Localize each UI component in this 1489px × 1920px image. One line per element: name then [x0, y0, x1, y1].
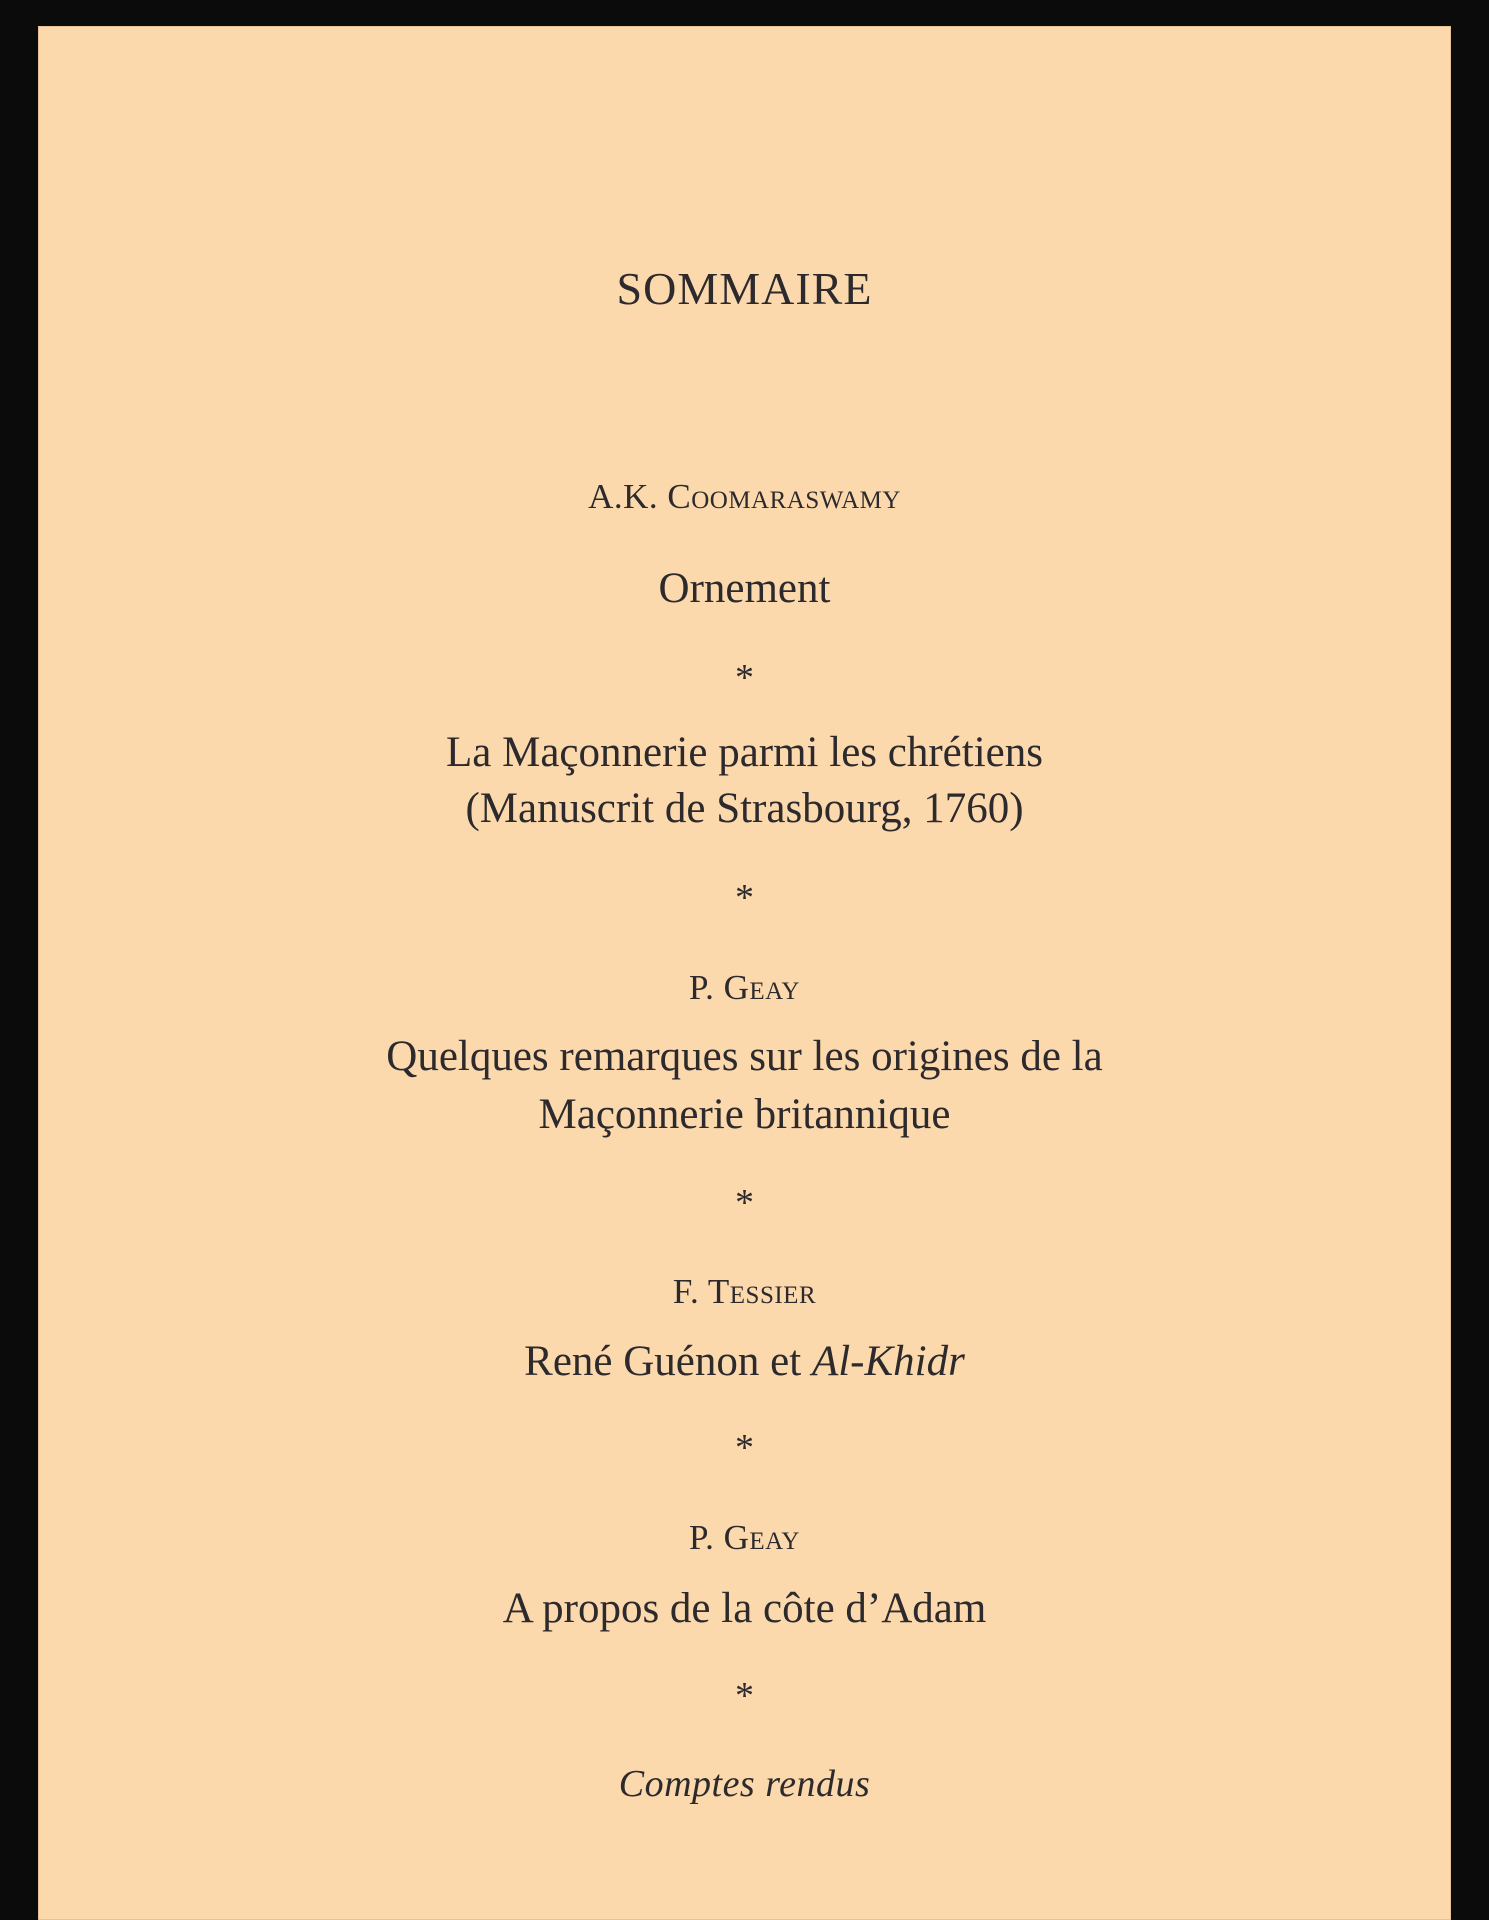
article-title-line-1: Quelques remarques sur les origines de la	[386, 1033, 1103, 1080]
page-title: SOMMAIRE	[616, 263, 873, 314]
author-name: A.K. Coomaraswamy	[588, 477, 901, 516]
author-name: P. Geay	[689, 968, 800, 1007]
reviews-heading: Comptes rendus	[618, 1763, 871, 1805]
article-title-line-2: Maçonnerie britannique	[538, 1091, 951, 1138]
article-title-line-2: (Manuscrit de Strasbourg, 1760)	[465, 785, 1024, 832]
article-title: A propos de la côte d’Adam	[502, 1585, 987, 1632]
author-name: F. Tessier	[672, 1272, 817, 1311]
contents-page	[38, 26, 1451, 1920]
article-title-line-1: La Maçonnerie parmi les chrétiens	[446, 729, 1043, 776]
section-separator: *	[735, 1675, 754, 1717]
article-title-plain: René Guénon et	[524, 1338, 812, 1385]
article-title: Ornement	[658, 565, 831, 612]
section-separator: *	[735, 1427, 754, 1469]
section-separator: *	[735, 657, 754, 699]
article-title	[38, 1334, 1451, 1390]
section-separator: *	[735, 1182, 754, 1224]
article-title-italic: Al-Khidr	[811, 1338, 965, 1385]
author-name: P. Geay	[689, 1518, 800, 1557]
section-separator: *	[735, 877, 754, 919]
